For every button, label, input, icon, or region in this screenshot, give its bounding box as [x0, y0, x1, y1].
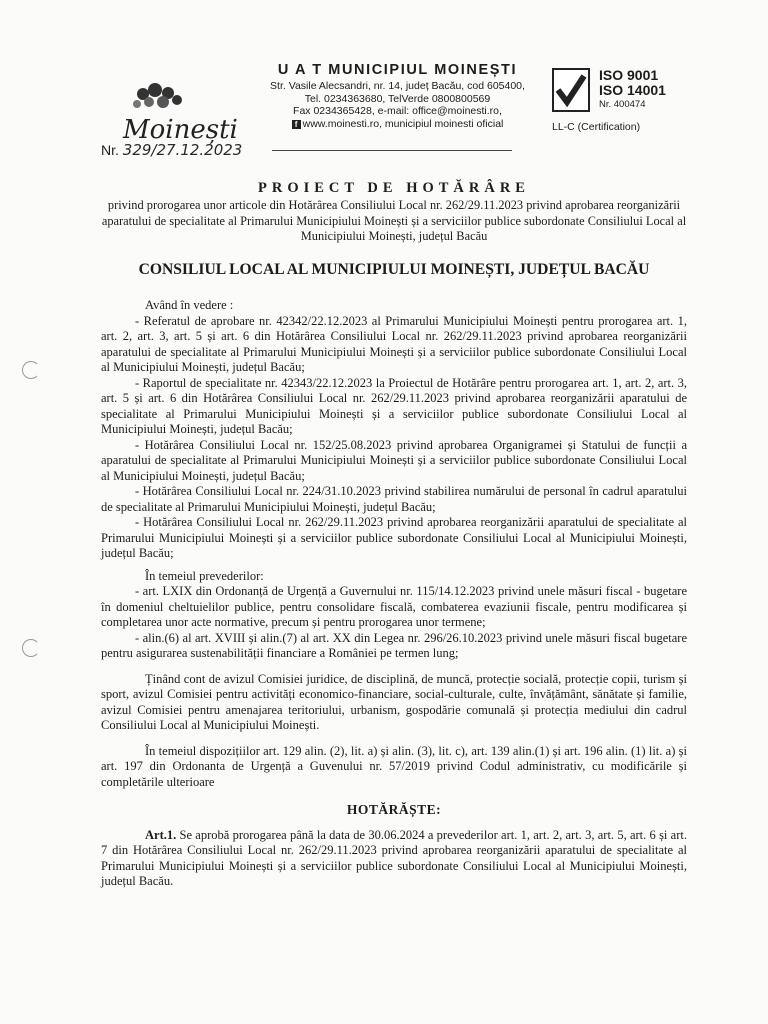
- certification-check-icon: [552, 68, 590, 116]
- institution-header: [245, 62, 550, 130]
- registration-value: 329/27.12.2023: [122, 141, 243, 159]
- article-1-text: Se aprobă prorogarea până la data de 30.06.2024 a prevederilor art. 1, art. 2, art. 3, art. 5, art. 6 și art. 7 din Hotărârea Consiliului Local nr. 262/29.11.2023 privind aprobarea reorganizării aparatului de specialitate al Primarului Municipiului Moinești și a serviciilor publice subordonate Consiliului Local al Municipiului Moinești, județul Bacău.: [101, 827, 687, 888]
- considering-item: - Referatul de aprobare nr. 42342/22.12.2023 al Primarului Municipiului Moinești pentru prorogarea art. 1, art. 2, art. 3, art. 5 și art. 6 din Hotărârea Consiliului Local nr. 262/29.11.2023 privind aprobarea reorganizării aparatului de specialitate al Primarului Municipiului Moinești și a serviciilor publice subordonate Consiliului Local al Municipiului Moinești, județul Bacău;: [101, 313, 687, 374]
- basis-label: În temeiul prevederilor:: [145, 568, 264, 583]
- considering-item: - Hotărârea Consiliului Local nr. 152/25.08.2023 privind aprobarea Organigramei și Statului de funcții a aparatului de specialitate al Primarului Municipiului Moinești și a serviciilor publice subordonate Consiliului Local al Municipiului Moinești, județul Bacău;: [101, 437, 687, 483]
- article-1-label: Art.1.: [145, 827, 177, 842]
- institution-name: U A T MUNICIPIUL MOINEȘTI: [277, 62, 518, 78]
- document-title: PROIECT DE HOTĂRÂRE: [258, 180, 530, 196]
- address-line: Str. Vasile Alecsandri, nr. 14, județ Bacău, cod 605400,: [270, 80, 525, 92]
- document-body: [101, 298, 687, 890]
- considering-item: - Raportul de specialitate nr. 42343/22.12.2023 la Proiectul de Hotărâre pentru prorogarea art. 1, art. 2, art. 3, art. 5 și art. 6 din Hotărârea Consiliului Local nr. 262/29.11.2023 privind aprobarea reorganizării aparatului de specialitate al Primarului Municipiului Moinești și a serviciilor publice subordonate Consiliului Local al Municipiului Moinești, județul Bacău;: [101, 375, 687, 436]
- web-line: [245, 118, 550, 131]
- punch-hole-mark: [22, 639, 40, 657]
- fax-email-line: Fax 0234365428, e-mail: office@moinesti.ro,: [293, 105, 502, 118]
- logo-crest-icon: [133, 83, 182, 108]
- header-divider: [272, 150, 512, 151]
- council-heading: CONSILIUL LOCAL AL MUNICIPIULUI MOINEȘTI, JUDEȚUL BACĂU: [138, 261, 650, 278]
- considering-label: Având în vedere :: [145, 298, 234, 312]
- iso-9001: ISO 9001: [599, 67, 659, 83]
- phone-line: Tel. 0234363680, TelVerde 0800800569: [304, 92, 491, 105]
- considering-item: - Hotărârea Consiliului Local nr. 224/31.10.2023 privind stabilirea numărului de personal în cadrul aparatului de specialitate al Primarului Municipiului Moinești, județul Bacău;: [101, 484, 687, 514]
- basis-item: - alin.(6) al art. XVIII și alin.(7) al art. XX din Legea nr. 296/26.10.2023 privind unele măsuri fiscal bugetare pentru asigurarea sustenabilității financiare a României pe termen lung;: [101, 630, 687, 660]
- basis-item: - art. LXIX din Ordonanță de Urgență a Guvernului nr. 115/14.12.2023 privind unele măsuri fiscal - bugetare în domeniul cheltuielilor publice, pentru consolidare fiscală, combaterea evaziunii fiscale, pentru modificarea și completarea unor acte normative, precum și pentru prorogarea unor termene;: [101, 584, 687, 629]
- registration-number: [101, 141, 242, 159]
- decision-heading: HOTĂRĂȘTE:: [346, 802, 442, 817]
- iso-14001: ISO 14001: [599, 82, 666, 98]
- certification-body: LL-C (Certification): [552, 121, 641, 133]
- article-1: [101, 828, 687, 890]
- opinion-paragraph: Ținând cont de avizul Comisiei juridice, de disciplină, de muncă, protecție socială, protecție copii, turism și sport, avizul Comisiei pentru activități economico-financiare, social-culturale, culte, învățământ, sănătate și familie, avizul Comisiei pentru amenajarea teritoriului, urbanism, gospodărie comunală și protecția mediului din cadrul Consiliului Local al Municipiului Moinești.: [101, 671, 687, 732]
- considering-item: - Hotărârea Consiliului Local nr. 262/29.11.2023 privind aprobarea reorganizării aparatului de specialitate al Primarului Municipiului Moinești și a serviciilor publice subordonate Consiliului Local al Municipiului Moinești, județul Bacău;: [101, 515, 687, 560]
- registration-label: Nr.: [101, 142, 119, 158]
- iso-certifications: [599, 68, 666, 111]
- document-subtitle: privind prorogarea unor articole din Hotărârea Consiliului Local nr. 262/29.11.2023 privind aprobarea reorganizării aparatului de specialitate al Primarului Municipiului Moinești și a serviciilor publice subordonate Consiliului Local al Municipiului Moinești, județul Bacău: [101, 198, 687, 243]
- logo-wordmark: Moinești: [123, 115, 238, 145]
- web-text: www.moinesti.ro, municipiul moinesti oficial: [302, 117, 504, 130]
- iso-number: Nr. 400474: [599, 99, 646, 110]
- legal-basis-paragraph: În temeiul dispozițiilor art. 129 alin. (2), lit. a) și alin. (3), lit. c), art. 139 alin.(1) și art. 196 alin. (1) lit. a) și art. 197 din Ordonanta de Urgență a Guvenului nr. 57/2019 privind Codul administrativ, cu modificările și completările ulterioare: [101, 743, 687, 789]
- punch-hole-mark: [22, 361, 40, 379]
- facebook-icon: f: [292, 120, 301, 129]
